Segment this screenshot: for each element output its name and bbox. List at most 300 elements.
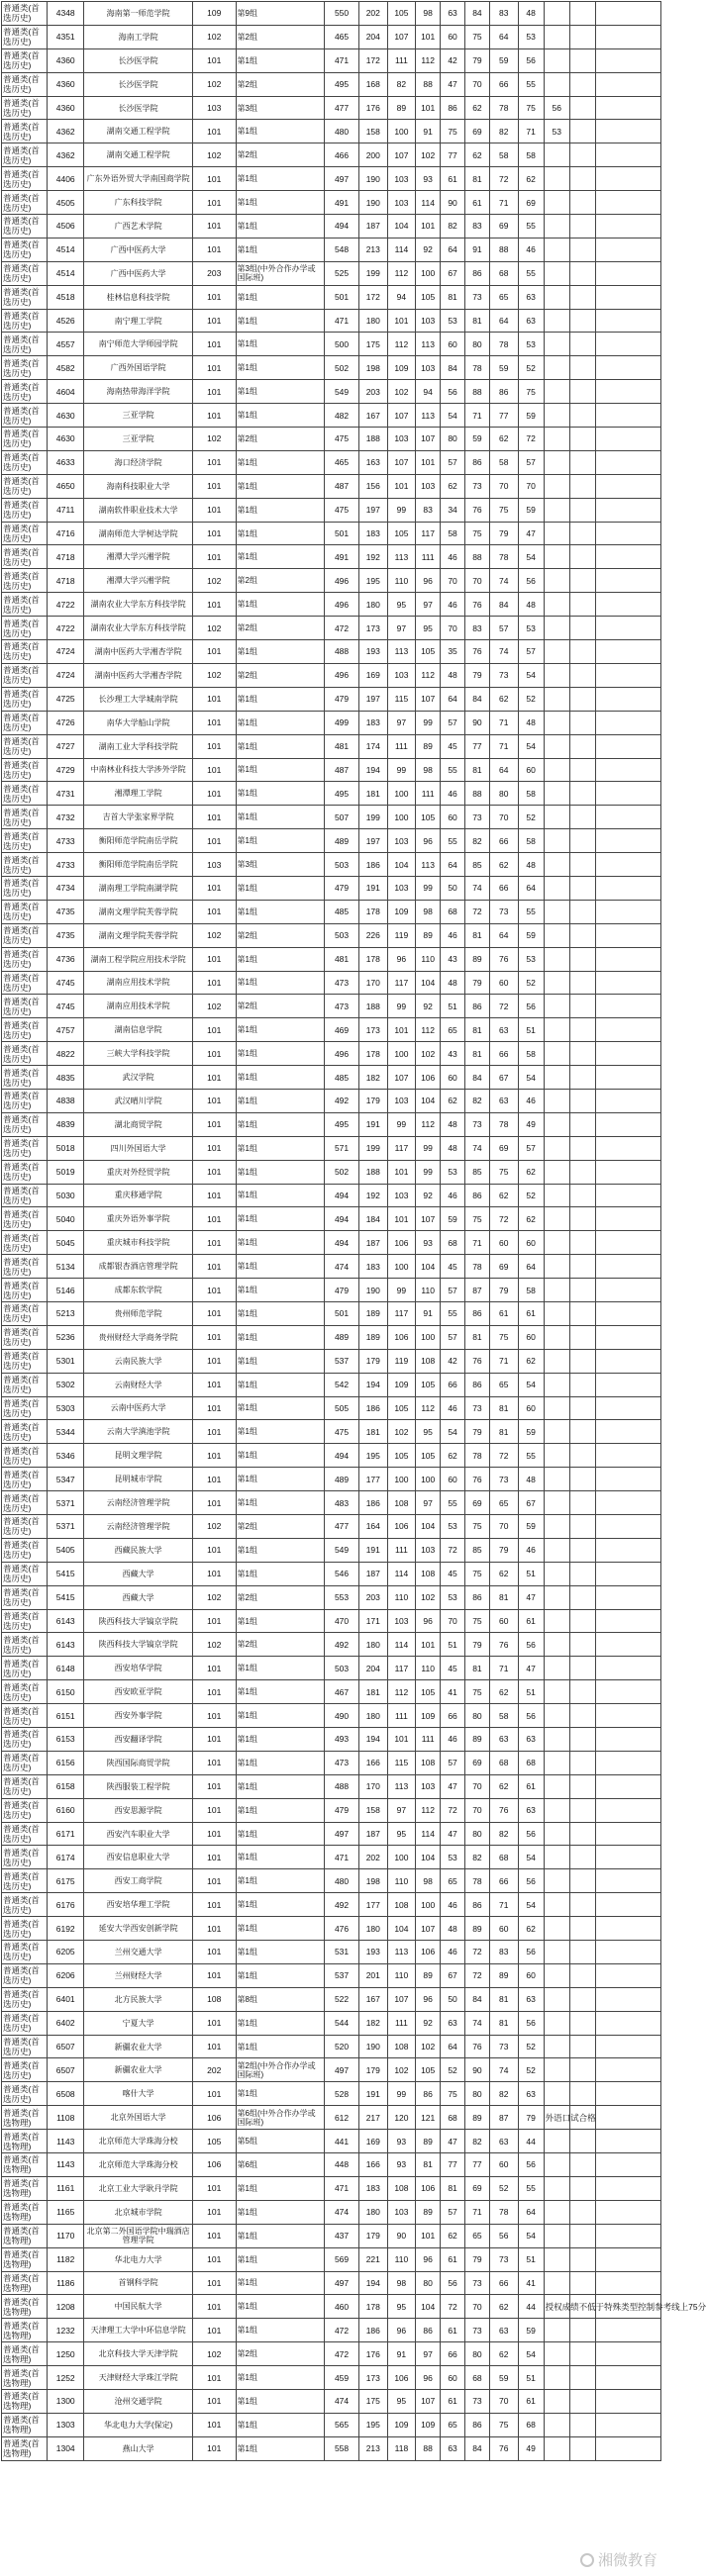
elective1-cell: 79 <box>489 1279 518 1302</box>
foreign-lang-cell: 80 <box>465 2342 490 2366</box>
note-cell <box>569 215 595 239</box>
note-cell <box>569 1018 595 1042</box>
elective3-cell <box>544 853 569 877</box>
foreign-lang-cell: 82 <box>465 829 490 853</box>
elective3-cell <box>544 48 569 72</box>
chinese-cell: 112 <box>416 1396 441 1420</box>
foreign-lang-cell: 81 <box>465 309 490 333</box>
rank-cell: 104 <box>387 1917 416 1941</box>
school-cell: 重庆移通学院 <box>84 1184 193 1207</box>
category-cell: 普通类(首选物理) <box>2 2176 48 2200</box>
elective1-cell: 60 <box>489 971 518 995</box>
note-cell <box>569 853 595 877</box>
foreign-lang-cell: 68 <box>465 2366 490 2390</box>
group-name-cell: 第1组 <box>236 333 325 356</box>
elective2-cell: 70 <box>518 474 544 498</box>
category-cell: 普通类(首选历史) <box>2 1255 48 1279</box>
category-cell: 普通类(首选历史) <box>2 711 48 734</box>
min-score-cell: 178 <box>358 900 387 923</box>
plan-cell: 481 <box>325 947 359 971</box>
elective1-cell: 69 <box>489 215 518 239</box>
math-cell: 57 <box>441 1279 465 1302</box>
chinese-cell: 103 <box>416 309 441 333</box>
group-name-cell: 第1组 <box>236 450 325 474</box>
group-code-cell: 101 <box>192 1846 236 1869</box>
chinese-cell: 104 <box>416 2295 441 2319</box>
elective3-cell <box>544 593 569 617</box>
note-cell <box>569 2011 595 2035</box>
chinese-cell: 107 <box>416 1207 441 1231</box>
spare-cell <box>595 711 660 734</box>
elective3-cell <box>544 1349 569 1373</box>
category-cell: 普通类(首选历史) <box>2 1585 48 1609</box>
code-cell: 5045 <box>48 1231 84 1255</box>
min-score-cell: 203 <box>358 1585 387 1609</box>
note-cell <box>569 498 595 522</box>
elective3-cell <box>544 522 569 545</box>
rank-cell: 114 <box>387 1633 416 1657</box>
foreign-lang-cell: 84 <box>465 1066 490 1090</box>
chinese-cell: 89 <box>416 734 441 758</box>
group-code-cell: 101 <box>192 2035 236 2058</box>
rank-cell: 93 <box>387 2130 416 2153</box>
chinese-cell: 109 <box>416 1704 441 1728</box>
rank-cell: 93 <box>387 2153 416 2177</box>
table-row <box>2 285 661 309</box>
foreign-lang-cell: 84 <box>465 2 490 26</box>
elective1-cell: 82 <box>489 2082 518 2106</box>
group-name-cell: 第1组 <box>236 1207 325 1231</box>
table-row <box>2 900 661 923</box>
school-cell: 湖南交通工程学院 <box>84 120 193 143</box>
table-row <box>2 663 661 687</box>
code-cell: 4604 <box>48 380 84 404</box>
group-name-cell: 第1组 <box>236 1136 325 1160</box>
table-row <box>2 1491 661 1515</box>
elective3-cell <box>544 663 569 687</box>
note-cell <box>569 569 595 593</box>
watermark-text: 湘微教育 <box>597 2551 657 2569</box>
group-code-cell: 101 <box>192 1822 236 1846</box>
min-score-cell: 221 <box>358 2247 387 2271</box>
rank-cell: 99 <box>387 1279 416 1302</box>
spare-cell <box>595 1396 660 1420</box>
spare-cell <box>595 1089 660 1112</box>
table-row <box>2 947 661 971</box>
elective3-cell <box>544 143 569 167</box>
rank-cell: 95 <box>387 2389 416 2413</box>
foreign-lang-cell: 80 <box>465 333 490 356</box>
plan-cell: 474 <box>325 2200 359 2224</box>
math-cell: 42 <box>441 48 465 72</box>
math-cell: 53 <box>441 1585 465 1609</box>
code-cell: 5415 <box>48 1562 84 1585</box>
foreign-lang-cell: 70 <box>465 2295 490 2319</box>
elective1-cell: 81 <box>489 1396 518 1420</box>
school-cell: 云南财经大学 <box>84 1373 193 1396</box>
school-cell: 西藏民族大学 <box>84 1538 193 1562</box>
plan-cell: 474 <box>325 1255 359 1279</box>
min-score-cell: 168 <box>358 72 387 96</box>
plan-cell: 488 <box>325 1774 359 1798</box>
elective1-cell: 60 <box>489 1231 518 1255</box>
category-cell: 普通类(首选历史) <box>2 285 48 309</box>
plan-cell: 481 <box>325 734 359 758</box>
elective1-cell: 73 <box>489 900 518 923</box>
elective2-cell: 56 <box>518 2153 544 2177</box>
min-score-cell: 194 <box>358 1728 387 1752</box>
foreign-lang-cell: 80 <box>465 1822 490 1846</box>
category-cell: 普通类(首选历史) <box>2 143 48 167</box>
chinese-cell: 102 <box>416 143 441 167</box>
elective3-cell <box>544 1420 569 1444</box>
code-cell: 6143 <box>48 1609 84 1633</box>
note-cell <box>569 1301 595 1325</box>
table-row <box>2 2130 661 2153</box>
plan-cell: 475 <box>325 1420 359 1444</box>
elective2-cell: 64 <box>518 876 544 900</box>
min-score-cell: 173 <box>358 2366 387 2390</box>
elective2-cell: 60 <box>518 758 544 782</box>
elective3-cell <box>544 215 569 239</box>
plan-cell: 465 <box>325 450 359 474</box>
min-score-cell: 177 <box>358 1468 387 1491</box>
school-cell: 昆明城市学院 <box>84 1468 193 1491</box>
elective1-cell: 73 <box>489 1468 518 1491</box>
rank-cell: 108 <box>387 2035 416 2058</box>
category-cell: 普通类(首选历史) <box>2 734 48 758</box>
group-code-cell: 101 <box>192 1042 236 1066</box>
school-cell: 西安欧亚学院 <box>84 1680 193 1704</box>
table-row <box>2 734 661 758</box>
school-cell: 湖南理工学院南湖学院 <box>84 876 193 900</box>
code-cell: 1232 <box>48 2319 84 2342</box>
math-cell: 72 <box>441 2295 465 2319</box>
chinese-cell: 108 <box>416 1751 441 1774</box>
chinese-cell: 103 <box>416 1774 441 1798</box>
elective1-cell: 88 <box>489 238 518 261</box>
school-cell: 兰州交通大学 <box>84 1941 193 1964</box>
foreign-lang-cell: 78 <box>465 1444 490 1468</box>
plan-cell: 479 <box>325 1798 359 1822</box>
foreign-lang-cell: 69 <box>465 120 490 143</box>
elective1-cell: 76 <box>489 2436 518 2460</box>
school-cell: 南华大学船山学院 <box>84 711 193 734</box>
category-cell: 普通类(首选物理) <box>2 2436 48 2460</box>
elective1-cell: 62 <box>489 2295 518 2319</box>
foreign-lang-cell: 73 <box>465 474 490 498</box>
school-cell: 天津理工大学中环信息学院 <box>84 2319 193 2342</box>
code-cell: 4729 <box>48 758 84 782</box>
school-cell: 湖南应用技术学院 <box>84 971 193 995</box>
elective1-cell: 71 <box>489 734 518 758</box>
group-name-cell: 第1组 <box>236 829 325 853</box>
elective3-cell <box>544 806 569 829</box>
group-name-cell: 第2组 <box>236 428 325 451</box>
spare-cell <box>595 522 660 545</box>
group-code-cell: 101 <box>192 2082 236 2106</box>
group-code-cell: 101 <box>192 971 236 995</box>
elective1-cell: 64 <box>489 309 518 333</box>
elective3-cell <box>544 1255 569 1279</box>
math-cell: 46 <box>441 1396 465 1420</box>
school-cell: 云南经济管理学院 <box>84 1491 193 1515</box>
table-row <box>2 191 661 215</box>
elective3-cell <box>544 2 569 26</box>
group-name-cell: 第3组 <box>236 96 325 120</box>
school-cell: 海南第一师范学院 <box>84 2 193 26</box>
note-cell <box>569 1633 595 1657</box>
group-code-cell: 202 <box>192 2058 236 2082</box>
category-cell: 普通类(首选历史) <box>2 191 48 215</box>
plan-cell: 502 <box>325 356 359 380</box>
code-cell: 6150 <box>48 1680 84 1704</box>
min-score-cell: 186 <box>358 1491 387 1515</box>
elective1-cell: 56 <box>489 2224 518 2247</box>
category-cell: 普通类(首选历史) <box>2 1491 48 1515</box>
rank-cell: 105 <box>387 1444 416 1468</box>
group-name-cell: 第1组 <box>236 1609 325 1633</box>
math-cell: 48 <box>441 1136 465 1160</box>
school-cell: 重庆对外经贸学院 <box>84 1160 193 1184</box>
elective2-cell: 44 <box>518 2130 544 2153</box>
math-cell: 48 <box>441 663 465 687</box>
category-cell: 普通类(首选历史) <box>2 1301 48 1325</box>
group-code-cell: 102 <box>192 72 236 96</box>
school-cell: 成都银杏酒店管理学院 <box>84 1255 193 1279</box>
group-name-cell: 第1组 <box>236 380 325 404</box>
rank-cell: 113 <box>387 545 416 569</box>
math-cell: 64 <box>441 2035 465 2058</box>
group-name-cell: 第1组 <box>236 2176 325 2200</box>
elective2-cell: 58 <box>518 1279 544 1302</box>
rank-cell: 113 <box>387 640 416 664</box>
math-cell: 45 <box>441 1255 465 1279</box>
elective3-cell <box>544 356 569 380</box>
chinese-cell: 95 <box>416 617 441 640</box>
table-row <box>2 687 661 711</box>
school-cell: 吉首大学张家界学院 <box>84 806 193 829</box>
table-row <box>2 2319 661 2342</box>
plan-cell: 503 <box>325 853 359 877</box>
math-cell: 84 <box>441 356 465 380</box>
code-cell: 1186 <box>48 2271 84 2295</box>
rank-cell: 102 <box>387 380 416 404</box>
plan-cell: 531 <box>325 1941 359 1964</box>
category-cell: 普通类(首选历史) <box>2 474 48 498</box>
category-cell: 普通类(首选物理) <box>2 2106 48 2130</box>
elective3-cell <box>544 2011 569 2035</box>
spare-cell <box>595 1941 660 1964</box>
category-cell: 普通类(首选历史) <box>2 1231 48 1255</box>
rank-cell: 110 <box>387 1869 416 1893</box>
elective1-cell: 66 <box>489 2271 518 2295</box>
min-score-cell: 195 <box>358 1444 387 1468</box>
elective2-cell: 56 <box>518 1869 544 1893</box>
plan-cell: 550 <box>325 2 359 26</box>
chinese-cell: 104 <box>416 1089 441 1112</box>
spare-cell <box>595 1042 660 1066</box>
table-row <box>2 617 661 640</box>
elective1-cell: 76 <box>489 1633 518 1657</box>
table-row <box>2 1231 661 1255</box>
chinese-cell: 101 <box>416 96 441 120</box>
group-name-cell: 第1组 <box>236 2035 325 2058</box>
table-row <box>2 450 661 474</box>
rank-cell: 89 <box>387 96 416 120</box>
spare-cell <box>595 1184 660 1207</box>
min-score-cell: 175 <box>358 2389 387 2413</box>
rank-cell: 110 <box>387 569 416 593</box>
foreign-lang-cell: 86 <box>465 1184 490 1207</box>
min-score-cell: 189 <box>358 1325 387 1349</box>
category-cell: 普通类(首选历史) <box>2 356 48 380</box>
math-cell: 65 <box>441 2413 465 2436</box>
plan-cell: 571 <box>325 1136 359 1160</box>
code-cell: 5405 <box>48 1538 84 1562</box>
elective1-cell: 59 <box>489 2366 518 2390</box>
elective2-cell: 57 <box>518 450 544 474</box>
category-cell: 普通类(首选历史) <box>2 2082 48 2106</box>
group-name-cell: 第1组 <box>236 545 325 569</box>
foreign-lang-cell: 79 <box>465 2247 490 2271</box>
chinese-cell: 98 <box>416 900 441 923</box>
foreign-lang-cell: 81 <box>465 167 490 191</box>
plan-cell: 494 <box>325 215 359 239</box>
elective3-cell <box>544 2366 569 2390</box>
rank-cell: 97 <box>387 617 416 640</box>
school-cell: 云南大学滇池学院 <box>84 1420 193 1444</box>
elective1-cell: 62 <box>489 1774 518 1798</box>
note-cell <box>569 947 595 971</box>
math-cell: 62 <box>441 1089 465 1112</box>
min-score-cell: 195 <box>358 569 387 593</box>
group-code-cell: 101 <box>192 947 236 971</box>
elective1-cell: 83 <box>489 1941 518 1964</box>
rank-cell: 99 <box>387 1112 416 1136</box>
rank-cell: 106 <box>387 1231 416 1255</box>
foreign-lang-cell: 89 <box>465 1728 490 1752</box>
plan-cell: 520 <box>325 2035 359 2058</box>
plan-cell: 501 <box>325 1301 359 1325</box>
foreign-lang-cell: 85 <box>465 853 490 877</box>
chinese-cell: 107 <box>416 687 441 711</box>
foreign-lang-cell: 86 <box>465 995 490 1018</box>
spare-cell <box>595 593 660 617</box>
chinese-cell: 96 <box>416 1987 441 2011</box>
foreign-lang-cell: 79 <box>465 1633 490 1657</box>
elective3-cell <box>544 474 569 498</box>
table-row <box>2 428 661 451</box>
elective2-cell: 44 <box>518 2295 544 2319</box>
min-score-cell: 167 <box>358 1987 387 2011</box>
table-row <box>2 1941 661 1964</box>
rank-cell: 100 <box>387 1255 416 1279</box>
rank-cell: 113 <box>387 1774 416 1798</box>
table-row <box>2 309 661 333</box>
group-code-cell: 101 <box>192 1680 236 1704</box>
chinese-cell: 99 <box>416 1160 441 1184</box>
group-code-cell: 101 <box>192 806 236 829</box>
category-cell: 普通类(首选历史) <box>2 450 48 474</box>
note-cell <box>569 2035 595 2058</box>
category-cell: 普通类(首选历史) <box>2 876 48 900</box>
group-name-cell: 第1组 <box>236 1798 325 1822</box>
math-cell: 46 <box>441 1184 465 1207</box>
code-cell: 1161 <box>48 2176 84 2200</box>
elective2-cell: 61 <box>518 2389 544 2413</box>
table-row <box>2 1373 661 1396</box>
elective2-cell: 63 <box>518 1798 544 1822</box>
elective3-cell <box>544 1279 569 1302</box>
group-code-cell: 101 <box>192 1751 236 1774</box>
elective2-cell: 47 <box>518 1657 544 1680</box>
elective1-cell: 74 <box>489 2058 518 2082</box>
spare-cell <box>595 1301 660 1325</box>
foreign-lang-cell: 75 <box>465 1680 490 1704</box>
math-cell: 45 <box>441 1562 465 1585</box>
plan-cell: 502 <box>325 1160 359 1184</box>
spare-cell <box>595 2106 660 2130</box>
group-name-cell: 第1组 <box>236 1893 325 1917</box>
elective1-cell: 78 <box>489 2200 518 2224</box>
group-name-cell: 第2组 <box>236 1633 325 1657</box>
category-cell: 普通类(首选历史) <box>2 782 48 806</box>
elective2-cell: 60 <box>518 1325 544 1349</box>
plan-cell: 448 <box>325 2153 359 2177</box>
school-cell: 北京工业大学耿丹学院 <box>84 2176 193 2200</box>
code-cell: 6192 <box>48 1917 84 1941</box>
foreign-lang-cell: 86 <box>465 2413 490 2436</box>
table-row <box>2 1207 661 1231</box>
table-row <box>2 569 661 593</box>
chinese-cell: 101 <box>416 2224 441 2247</box>
elective1-cell: 64 <box>489 923 518 947</box>
note-cell <box>569 309 595 333</box>
school-cell: 华北电力大学 <box>84 2247 193 2271</box>
rank-cell: 109 <box>387 900 416 923</box>
group-name-cell: 第1组 <box>236 593 325 617</box>
code-cell: 6176 <box>48 1893 84 1917</box>
group-code-cell: 105 <box>192 2130 236 2153</box>
math-cell: 65 <box>441 1018 465 1042</box>
code-cell: 4518 <box>48 285 84 309</box>
note-cell <box>569 1728 595 1752</box>
min-score-cell: 194 <box>358 758 387 782</box>
spare-cell <box>595 191 660 215</box>
spare-cell <box>595 2342 660 2366</box>
group-code-cell: 101 <box>192 450 236 474</box>
code-cell: 6151 <box>48 1704 84 1728</box>
school-cell: 桂林信息科技学院 <box>84 285 193 309</box>
table-row <box>2 782 661 806</box>
elective3-cell <box>544 734 569 758</box>
foreign-lang-cell: 74 <box>465 876 490 900</box>
rank-cell: 100 <box>387 1042 416 1066</box>
group-name-cell: 第1组 <box>236 1704 325 1728</box>
plan-cell: 489 <box>325 829 359 853</box>
code-cell: 4734 <box>48 876 84 900</box>
spare-cell <box>595 663 660 687</box>
elective3-cell <box>544 687 569 711</box>
note-cell <box>569 2247 595 2271</box>
elective3-cell <box>544 1774 569 1798</box>
chinese-cell: 96 <box>416 2247 441 2271</box>
elective2-cell: 68 <box>518 2413 544 2436</box>
note-cell <box>569 1538 595 1562</box>
note-cell <box>569 2176 595 2200</box>
rank-cell: 105 <box>387 1396 416 1420</box>
